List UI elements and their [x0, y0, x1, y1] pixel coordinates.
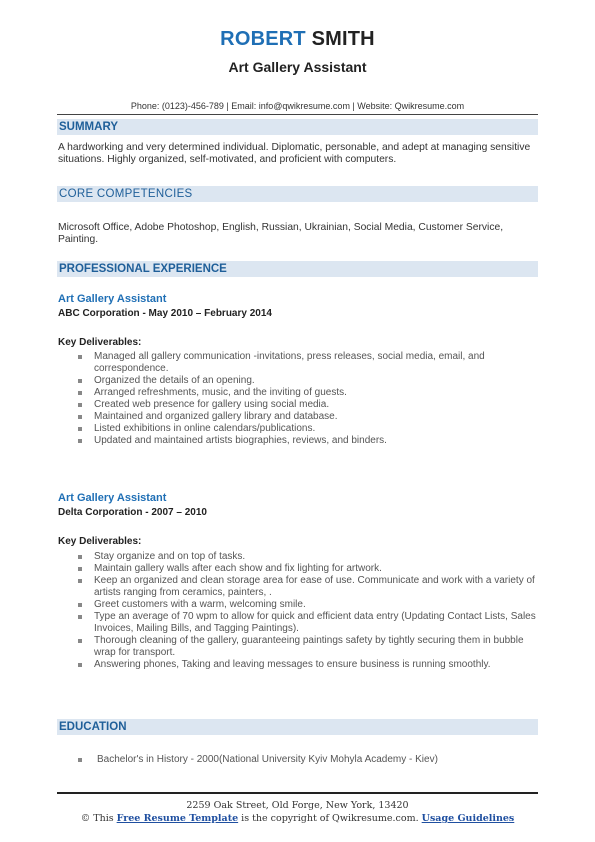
candidate-name: [0, 26, 595, 52]
list-item: Organized the details of an opening.: [76, 375, 538, 387]
list-item: Managed all gallery communication -invitations, press releases, social media, email, and correspondence.: [76, 351, 538, 375]
contact-info: Phone: (0123)-456-789 | Email: info@qwikresume.com | Website: Qwikresume.com: [130, 101, 465, 111]
last-name: SMITH: [311, 28, 375, 50]
list-item: Keep an organized and clean storage area for ease of use. Communicate and work with a variety of artists ranging from ceramics, painters, .: [76, 575, 538, 599]
footer-copyright: [0, 812, 595, 825]
deliverables-label: Key Deliverables:: [58, 337, 142, 348]
resume-header: [0, 26, 595, 76]
list-item: Thorough cleaning of the gallery, guaranteeing paintings safety by tightly securing them in bubble wrap for transport.: [76, 635, 538, 659]
list-item: Answering phones, Taking and leaving messages to ensure business is running smoothly.: [76, 659, 538, 671]
competencies-heading-bar: [57, 186, 538, 202]
job-entry-1: [58, 293, 538, 320]
header-divider: [57, 114, 538, 115]
competencies-heading: CORE COMPETENCIES: [59, 188, 193, 200]
page-footer: [0, 799, 595, 825]
job-role: Art Gallery Assistant: [58, 492, 167, 504]
footer-address: 2259 Oak Street, Old Forge, New York, 13420: [186, 800, 409, 811]
summary-text: A hardworking and very determined individual. Diplomatic, personable, and adept at managing sensitive situations. Highly organized, self-motivated, and proficient with computers.: [58, 142, 531, 165]
list-item: Arranged refreshments, music, and the inviting of guests.: [76, 387, 538, 399]
usage-guidelines-link[interactable]: Usage Guidelines: [421, 813, 515, 824]
experience-heading: PROFESSIONAL EXPERIENCE: [59, 263, 227, 275]
list-item: Maintained and organized gallery library and database.: [76, 411, 538, 423]
summary-heading: SUMMARY: [59, 121, 118, 133]
deliverables-label: Key Deliverables:: [58, 536, 142, 547]
list-item: Type an average of 70 wpm to allow for quick and efficient data entry (Updating Contact Lists, Sales Invoices, Mailing Bills, and Tagging Paintings).: [76, 611, 538, 635]
education-heading-bar: [57, 719, 538, 735]
job-role: Art Gallery Assistant: [58, 293, 167, 305]
list-item: Stay organize and on top of tasks.: [76, 551, 538, 563]
job-1-deliverables: [76, 351, 538, 447]
list-item: Updated and maintained artists biographies, reviews, and binders.: [76, 435, 538, 447]
list-item: Created web presence for gallery using social media.: [76, 399, 538, 411]
job-company: Delta Corporation - 2007 – 2010: [58, 507, 207, 518]
summary-heading-bar: [57, 119, 538, 135]
footer-prefix: © This: [80, 813, 117, 824]
job-2-deliverables: [76, 551, 538, 671]
competencies-text: Microsoft Office, Adobe Photoshop, English, Russian, Ukrainian, Social Media, Customer Service, Painting.: [58, 222, 504, 245]
footer-middle: is the copyright of Qwikresume.com.: [238, 813, 422, 824]
first-name: ROBERT: [220, 28, 306, 50]
list-item: Bachelor's in History - 2000(National University Kyiv Mohyla Academy - Kiev): [76, 754, 538, 766]
job-entry-2: [58, 492, 538, 519]
footer-divider: [57, 792, 538, 794]
education-list: [76, 754, 538, 766]
education-heading: EDUCATION: [59, 721, 127, 733]
list-item: Listed exhibitions in online calendars/publications.: [76, 423, 538, 435]
job-company: ABC Corporation - May 2010 – February 2014: [58, 308, 272, 319]
list-item: Maintain gallery walls after each show and fix lighting for artwork.: [76, 563, 538, 575]
list-item: Greet customers with a warm, welcoming smile.: [76, 599, 538, 611]
candidate-title: Art Gallery Assistant: [228, 59, 367, 75]
free-resume-template-link[interactable]: Free Resume Template: [116, 813, 239, 824]
experience-heading-bar: [57, 261, 538, 277]
